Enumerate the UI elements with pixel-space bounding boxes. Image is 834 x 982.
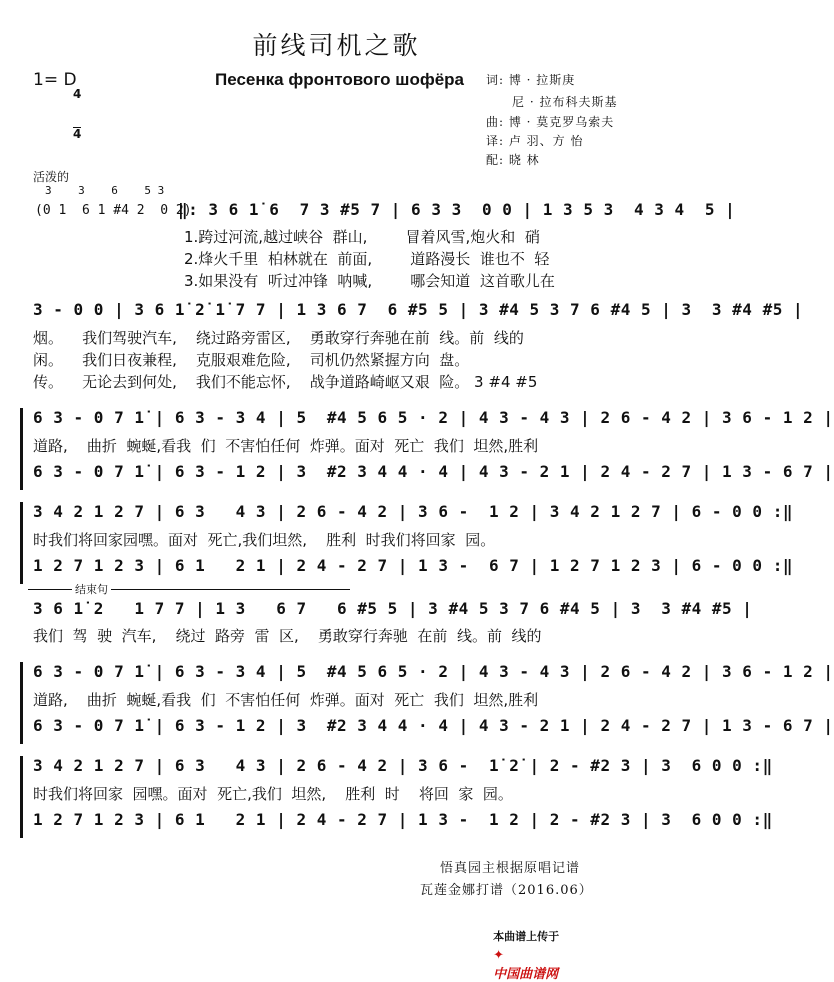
russian-subtitle: Песенка фронтового шофёра — [215, 70, 465, 89]
time-signature-top: 4 — [73, 87, 82, 101]
key-signature: 1= D — [33, 70, 77, 90]
system-6-notes-bottom: 6 3 - 0 7 1̇ | 6 3 - 1 2 | 3 #2 3 4 4 · 4 | 4 3 - 2 1 | 2 4 - 2 7 | 1 3 - 6 7 | — [33, 716, 834, 735]
credit-lyrics-2: 尼 · 拉布科夫斯基 — [512, 95, 618, 109]
system-6-lyric: 道路, 曲折 蜿蜒,看我 们 不害怕任何 炸弹。面对 死亡 我们 坦然,胜利 — [33, 691, 539, 709]
system-2-notes: 3 - 0 0 | 3 6 1̇ 2̇ 1̇ 7 7 | 1 3 6 7 6 #5 5 | 3 #4 5 3 7 6 #4 5 | 3 3 #4 #5 | — [33, 300, 804, 319]
system-6-bracket — [20, 662, 30, 744]
site-name[interactable]: 中国曲谱网 — [493, 967, 559, 982]
typesetter-note: 瓦莲金娜打谱（2016.06） — [420, 883, 593, 898]
system-4-notes-top: 3 4 2 1 2 7 | 6 3 4 3 | 2 6 - 4 2 | 3 6 - 1 2 | 3 4 2 1 2 7 | 6 - 0 0 :‖ — [33, 502, 793, 521]
system-7-notes-bottom: 1 2 7 1 2 3 | 6 1 2 1 | 2 4 - 2 7 | 1 3 - 1 2 | 2 - #2 3 | 3 6 0 0 :‖ — [33, 810, 773, 829]
system-3-lyric: 道路, 曲折 蜿蜒,看我 们 不害怕任何 炸弹。面对 死亡 我们 坦然,胜利 — [33, 437, 539, 455]
system-5-lyric: 我们 驾 驶 汽车, 绕过 路旁 雷 区, 勇敢穿行奔驰 在前 线。前 线的 — [33, 627, 542, 645]
system-1-notes: ‖: 3 6 1̇ 6 7 3 #5 7 | 6 3 3 0 0 | 1 3 5 3 4 3 4 5 | — [178, 200, 736, 219]
system-1-lyric-verse-3: 3.如果没有 听过冲锋 呐喊, 哪会知道 这首歌儿在 — [184, 272, 555, 290]
system-3-bracket — [20, 408, 30, 490]
system-4-bracket — [20, 502, 30, 584]
intro-notes: (0 1 6 1 #4 2 0 2) — [35, 203, 192, 218]
credit-arrangement: 配: 晓 林 — [486, 153, 540, 167]
system-4-lyric: 时我们将回家园嘿。面对 死亡,我们坦然, 胜利 时我们将回家 园。 — [33, 531, 496, 549]
system-1-lyric-verse-1: 1.跨过河流,越过峡谷 群山, 冒着风雪,炮火和 硝 — [184, 228, 540, 246]
system-2-lyric-verse-3: 传。 无论去到何处, 我们不能忘怀, 战争道路崎岖又艰 险。 3 #4 #5 — [33, 373, 538, 391]
system-7-bracket — [20, 756, 30, 838]
page-title: 前线司机之歌 — [252, 31, 421, 60]
transcriber-note: 悟真园主根据原唱记谱 — [440, 861, 581, 876]
system-3-notes-bottom: 6 3 - 0 7 1̇ | 6 3 - 1 2 | 3 #2 3 4 4 · 4 | 4 3 - 2 1 | 2 4 - 2 7 | 1 3 - 6 7 | — [33, 462, 834, 481]
system-2-lyric-verse-1: 烟。 我们驾驶汽车, 绕过路旁雷区, 勇敢穿行奔驰在前 线。前 线的 — [33, 329, 524, 347]
system-5-notes: 3 6 1̇ 2 1 7 7 | 1 3 6 7 6 #5 5 | 3 #4 5 3 7 6 #4 5 | 3 3 #4 #5 | — [33, 599, 753, 618]
coda-label: 结束句 — [72, 581, 111, 597]
upload-text: 本曲谱上传于 — [493, 930, 560, 943]
system-3-notes-top: 6 3 - 0 7 1̇ | 6 3 - 3 4 | 5 #4 5 6 5 · 2 | 4 3 - 4 3 | 2 6 - 4 2 | 3 6 - 1 2 | — [33, 408, 834, 427]
system-6-notes-top: 6 3 - 0 7 1̇ | 6 3 - 3 4 | 5 #4 5 6 5 · 2 | 4 3 - 4 3 | 2 6 - 4 2 | 3 6 - 1 2 | — [33, 662, 834, 681]
system-1-lyric-verse-2: 2.烽火千里 柏林就在 前面, 道路漫长 谁也不 轻 — [184, 250, 550, 268]
credit-music: 曲: 博 · 莫克罗乌索夫 — [486, 115, 615, 129]
time-signature-bottom: 4 — [73, 127, 82, 141]
credit-translation: 译: 卢 羽、方 怡 — [486, 134, 584, 148]
system-4-notes-bottom: 1 2 7 1 2 3 | 6 1 2 1 | 2 4 - 2 7 | 1 3 - 6 7 | 1 2 7 1 2 3 | 6 - 0 0 :‖ — [33, 556, 793, 575]
time-signature — [73, 62, 81, 154]
system-7-lyric: 时我们将回家 园嘿。面对 死亡,我们 坦然, 胜利 时 将回 家 园。 — [33, 785, 513, 803]
upload-credit — [483, 906, 559, 982]
credit-lyrics-1: 词: 博 · 拉斯庚 — [486, 73, 576, 87]
tempo-marking: 活泼的 — [33, 170, 70, 184]
intro-upper-marks: 3 3 6 5 3 — [45, 184, 165, 197]
site-logo-icon: ✦ — [493, 948, 505, 963]
system-7-notes-top: 3 4 2 1 2 7 | 6 3 4 3 | 2 6 - 4 2 | 3 6 - 1̇ 2̇ | 2 - #2 3 | 3 6 0 0 :‖ — [33, 756, 773, 775]
system-2-lyric-verse-2: 闲。 我们日夜兼程, 克服艰难危险, 司机仍然紧握方向 盘。 — [33, 351, 470, 369]
